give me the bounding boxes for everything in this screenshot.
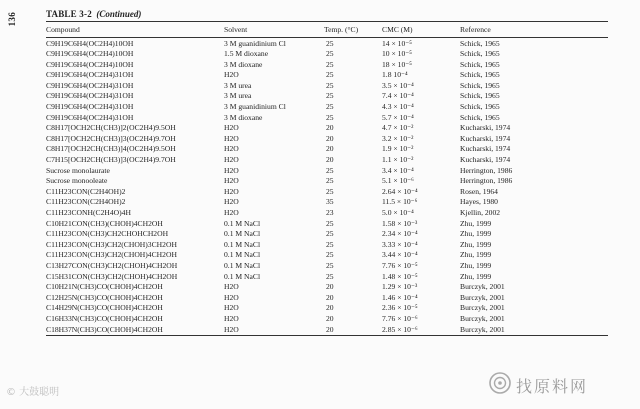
table-header-row xyxy=(46,22,608,38)
cell-temp: 25 xyxy=(326,112,334,122)
cell-compound: C7H15[OCH2CH(CH3)]3(OC2H4)9.7OH xyxy=(46,155,176,165)
cell-temp: 20 xyxy=(326,292,334,302)
table-row xyxy=(46,260,608,271)
cell-temp: 20 xyxy=(326,144,334,154)
cell-reference: Schick, 1965 xyxy=(460,59,500,69)
cell-reference: Herrington, 1986 xyxy=(460,165,513,175)
cell-solvent: H2O xyxy=(224,282,239,292)
cell-cmc: 7.4 × 10⁻⁴ xyxy=(382,91,414,101)
table-row xyxy=(46,324,608,335)
cell-cmc: 1.8 10⁻⁴ xyxy=(382,70,408,80)
table-row xyxy=(46,38,608,49)
cell-cmc: 3.5 × 10⁻⁴ xyxy=(382,80,414,90)
cell-temp: 25 xyxy=(326,80,334,90)
table-row xyxy=(46,239,608,250)
cell-temp: 20 xyxy=(326,123,334,133)
cmc-table xyxy=(46,21,608,336)
cell-compound: C9H19C6H4(OC2H4)10OH xyxy=(46,49,134,59)
cell-compound: Sucrose monolaurate xyxy=(46,165,110,175)
cell-temp: 20 xyxy=(326,313,334,323)
table-title-label: TABLE 3-2 xyxy=(46,9,92,19)
table-row xyxy=(46,282,608,293)
cell-cmc: 5.1 × 10⁻⁶ xyxy=(382,176,414,186)
cell-compound: C12H25N(CH3)CO(CHOH)4CH2OH xyxy=(46,292,163,302)
cell-cmc: 3.4 × 10⁻⁴ xyxy=(382,165,414,175)
cell-compound: C13H27CON(CH3)CH2(CHOH)4CH2OH xyxy=(46,260,178,270)
cell-reference: Schick, 1965 xyxy=(460,102,500,112)
cell-reference: Zhu, 1999 xyxy=(460,271,492,281)
table-body xyxy=(46,38,608,336)
cell-reference: Kucharski, 1974 xyxy=(460,133,511,143)
cell-reference: Zhu, 1999 xyxy=(460,250,492,260)
cell-cmc: 7.76 × 10⁻⁵ xyxy=(382,260,418,270)
cell-cmc: 3.2 × 10⁻² xyxy=(382,133,414,143)
cell-compound: C8H17[OCH2CH(CH3)]3(OC2H4)9.7OH xyxy=(46,133,176,143)
cell-temp: 25 xyxy=(326,49,334,59)
cell-temp: 20 xyxy=(326,282,334,292)
cell-compound: C9H19C6H4(OC2H4)10OH xyxy=(46,38,134,48)
cell-temp: 25 xyxy=(326,260,334,270)
cell-cmc: 2.64 × 10⁻⁴ xyxy=(382,186,418,196)
cell-compound: C9H19C6H4(OC2H4)31OH xyxy=(46,70,134,80)
cell-solvent: H2O xyxy=(224,324,324,335)
cell-temp: 20 xyxy=(326,133,334,143)
cell-reference: Herrington, 1986 xyxy=(460,176,513,186)
cell-solvent: 0.1 M NaCl xyxy=(224,218,261,228)
cell-temp: 20 xyxy=(324,324,382,335)
table-row xyxy=(46,112,608,123)
cell-cmc: 14 × 10⁻⁵ xyxy=(382,38,412,48)
cell-cmc: 3.44 × 10⁻⁴ xyxy=(382,250,418,260)
cell-temp: 25 xyxy=(326,59,334,69)
cell-reference: Schick, 1965 xyxy=(460,49,500,59)
cell-reference: Schick, 1965 xyxy=(460,80,500,90)
cell-solvent: 3 M dioxane xyxy=(224,59,263,69)
cell-solvent: H2O xyxy=(224,176,239,186)
cell-solvent: 0.1 M NaCl xyxy=(224,271,261,281)
cell-compound: C10H21CON(CH3)(CHOH)4CH2OH xyxy=(46,218,163,228)
cell-reference: Zhu, 1999 xyxy=(460,218,492,228)
cell-reference: Schick, 1965 xyxy=(460,112,500,122)
cell-temp: 25 xyxy=(326,218,334,228)
cell-temp: 25 xyxy=(326,38,334,48)
cell-solvent: H2O xyxy=(224,303,239,313)
cell-compound: C11H23CON(C2H4OH)2 xyxy=(46,197,126,207)
cell-temp: 25 xyxy=(326,165,334,175)
table-row xyxy=(46,218,608,229)
cell-solvent: 3 M urea xyxy=(224,91,252,101)
cell-cmc: 11.5 × 10⁻⁶ xyxy=(382,197,418,207)
cell-solvent: 0.1 M NaCl xyxy=(224,260,261,270)
table-row xyxy=(46,102,608,113)
cell-temp: 25 xyxy=(326,176,334,186)
cell-cmc: 5.0 × 10⁻⁴ xyxy=(382,208,414,217)
cell-solvent: H2O xyxy=(224,133,239,143)
cell-solvent: 0.1 M NaCl xyxy=(224,239,261,249)
table-row xyxy=(46,80,608,91)
watermark-right: 找原料网 xyxy=(516,377,589,396)
watermark-left: © 大鼓聪明 xyxy=(6,387,60,398)
table-row xyxy=(46,208,608,219)
cell-compound: C9H19C6H4(OC2H4)31OH xyxy=(46,80,134,90)
cell-cmc: 1.58 × 10⁻³ xyxy=(382,218,418,228)
cell-compound: C11H23CON(C2H4OH)2 xyxy=(46,186,126,196)
cell-reference: Burczyk, 2001 xyxy=(460,282,505,292)
cell-solvent: H2O xyxy=(224,292,239,302)
cell-solvent: 1.5 M dioxane xyxy=(224,49,269,59)
cell-compound: C8H17[OCH2CH(CH3)]4(OC2H4)9.5OH xyxy=(46,144,176,154)
cell-cmc: 7.76 × 10⁻⁶ xyxy=(382,313,418,323)
cell-reference: Rosen, 1964 xyxy=(460,186,498,196)
cell-temp: 20 xyxy=(326,303,334,313)
cell-cmc: 4.3 × 10⁻⁴ xyxy=(382,102,414,112)
cell-reference: Burczyk, 2001 xyxy=(460,303,505,313)
cell-cmc: 5.7 × 10⁻⁴ xyxy=(382,112,414,122)
page-number: 136 xyxy=(7,12,17,27)
cell-temp: 20 xyxy=(326,155,334,165)
cell-reference: Schick, 1965 xyxy=(460,91,500,101)
cell-cmc: 1.46 × 10⁻⁴ xyxy=(382,292,418,302)
table-row xyxy=(46,59,608,70)
cell-temp: 25 xyxy=(326,239,334,249)
table-row xyxy=(46,176,608,187)
cell-compound: C14H29N(CH3)CO(CHOH)4CH2OH xyxy=(46,303,163,313)
cell-solvent: H2O xyxy=(224,208,239,217)
cell-compound: C16H33N(CH3)CO(CHOH)4CH2OH xyxy=(46,313,163,323)
table-title-suffix: (Continued) xyxy=(96,9,142,19)
cell-solvent: H2O xyxy=(224,313,239,323)
cell-cmc: 1.1 × 10⁻² xyxy=(382,155,414,165)
cell-compound: C15H31CON(CH3)CH2(CHOH)4CH2OH xyxy=(46,271,178,281)
table-row xyxy=(46,155,608,166)
header-temp: Temp. (°C) xyxy=(324,22,382,38)
cell-cmc: 3.33 × 10⁻⁴ xyxy=(382,239,418,249)
table-row xyxy=(46,91,608,102)
cell-solvent: 0.1 M NaCl xyxy=(224,229,261,239)
cell-reference: Zhu, 1999 xyxy=(460,260,492,270)
table-row xyxy=(46,292,608,303)
cell-compound: C18H37N(CH3)CO(CHOH)4CH2OH xyxy=(46,324,224,335)
cell-cmc: 10 × 10⁻⁵ xyxy=(382,49,412,59)
cell-solvent: 3 M urea xyxy=(224,80,252,90)
table-row xyxy=(46,123,608,134)
cell-solvent: H2O xyxy=(224,70,239,80)
cell-cmc: 1.29 × 10⁻³ xyxy=(382,282,418,292)
cell-solvent: 3 M guanidinium Cl xyxy=(224,102,286,112)
cell-temp: 25 xyxy=(326,91,334,101)
cell-temp: 23 xyxy=(326,208,334,217)
cell-compound: C9H19C6H4(OC2H4)31OH xyxy=(46,112,134,122)
cell-solvent: H2O xyxy=(224,186,239,196)
cell-temp: 25 xyxy=(326,229,334,239)
table-row xyxy=(46,229,608,240)
cell-cmc: 2.36 × 10⁻⁵ xyxy=(382,303,418,313)
cell-temp: 25 xyxy=(326,70,334,80)
header-reference: Reference xyxy=(460,22,608,38)
cell-solvent: H2O xyxy=(224,197,239,207)
table-row xyxy=(46,313,608,324)
cell-reference: Burczyk, 2001 xyxy=(460,324,608,335)
table-row xyxy=(46,49,608,60)
cell-compound: C9H19C6H4(OC2H4)31OH xyxy=(46,91,134,101)
cell-reference: Kjellin, 2002 xyxy=(460,208,501,217)
table-row xyxy=(46,186,608,197)
cell-reference: Kucharski, 1974 xyxy=(460,123,511,133)
table-title xyxy=(46,9,141,19)
cell-cmc: 18 × 10⁻⁵ xyxy=(382,59,412,69)
cell-compound: C11H23CON(CH3)CH2CHOHCH2OH xyxy=(46,229,169,239)
cell-compound: C9H19C6H4(OC2H4)10OH xyxy=(46,59,134,69)
header-compound: Compound xyxy=(46,22,224,38)
cell-cmc: 1.9 × 10⁻² xyxy=(382,144,414,154)
cell-compound: C11H23CON(CH3)CH2(CHOH)3CH2OH xyxy=(46,239,177,249)
table-row xyxy=(46,144,608,155)
cell-solvent: H2O xyxy=(224,165,239,175)
cell-compound: C11H23CON(CH3)CH2(CHOH)4CH2OH xyxy=(46,250,177,260)
header-cmc: CMC (M) xyxy=(382,22,460,38)
cell-temp: 35 xyxy=(326,197,334,207)
cell-temp: 25 xyxy=(326,250,334,260)
snail-logo-icon xyxy=(488,371,512,395)
cell-solvent: 3 M guanidinium Cl xyxy=(224,38,286,48)
table-row xyxy=(46,133,608,144)
table-row xyxy=(46,197,608,208)
table-row xyxy=(46,271,608,282)
cell-compound: C8H17[OCH2CH(CH3)]2(OC2H4)9.5OH xyxy=(46,123,176,133)
table-row xyxy=(46,165,608,176)
cell-solvent: H2O xyxy=(224,155,239,165)
cell-cmc: 2.34 × 10⁻⁴ xyxy=(382,229,418,239)
cell-cmc: 2.85 × 10⁻⁶ xyxy=(382,324,460,335)
cell-reference: Kucharski, 1974 xyxy=(460,155,511,165)
cell-reference: Hayes, 1980 xyxy=(460,197,498,207)
cell-reference: Schick, 1965 xyxy=(460,38,500,48)
table-row xyxy=(46,303,608,314)
cell-cmc: 4.7 × 10⁻² xyxy=(382,123,414,133)
table-row xyxy=(46,250,608,261)
table-row xyxy=(46,70,608,81)
cell-compound: C11H23CONH(C2H4O)4H xyxy=(46,208,131,217)
cell-solvent: H2O xyxy=(224,123,239,133)
cell-reference: Schick, 1965 xyxy=(460,70,500,80)
cell-temp: 25 xyxy=(326,186,334,196)
cell-reference: Burczyk, 2001 xyxy=(460,292,505,302)
cell-solvent: H2O xyxy=(224,144,239,154)
cell-compound: C9H19C6H4(OC2H4)31OH xyxy=(46,102,134,112)
cell-compound: C10H21N(CH3)CO(CHOH)4CH2OH xyxy=(46,282,163,292)
cell-solvent: 0.1 M NaCl xyxy=(224,250,261,260)
cell-cmc: 1.48 × 10⁻⁵ xyxy=(382,271,418,281)
header-solvent: Solvent xyxy=(224,22,324,38)
cell-solvent: 3 M dioxane xyxy=(224,112,263,122)
cell-reference: Zhu, 1999 xyxy=(460,229,492,239)
cell-compound: Sucrose monooleate xyxy=(46,176,108,186)
cell-temp: 25 xyxy=(326,271,334,281)
cell-reference: Zhu, 1999 xyxy=(460,239,492,249)
cell-reference: Burczyk, 2001 xyxy=(460,313,505,323)
cell-reference: Kucharski, 1974 xyxy=(460,144,511,154)
cell-temp: 25 xyxy=(326,102,334,112)
